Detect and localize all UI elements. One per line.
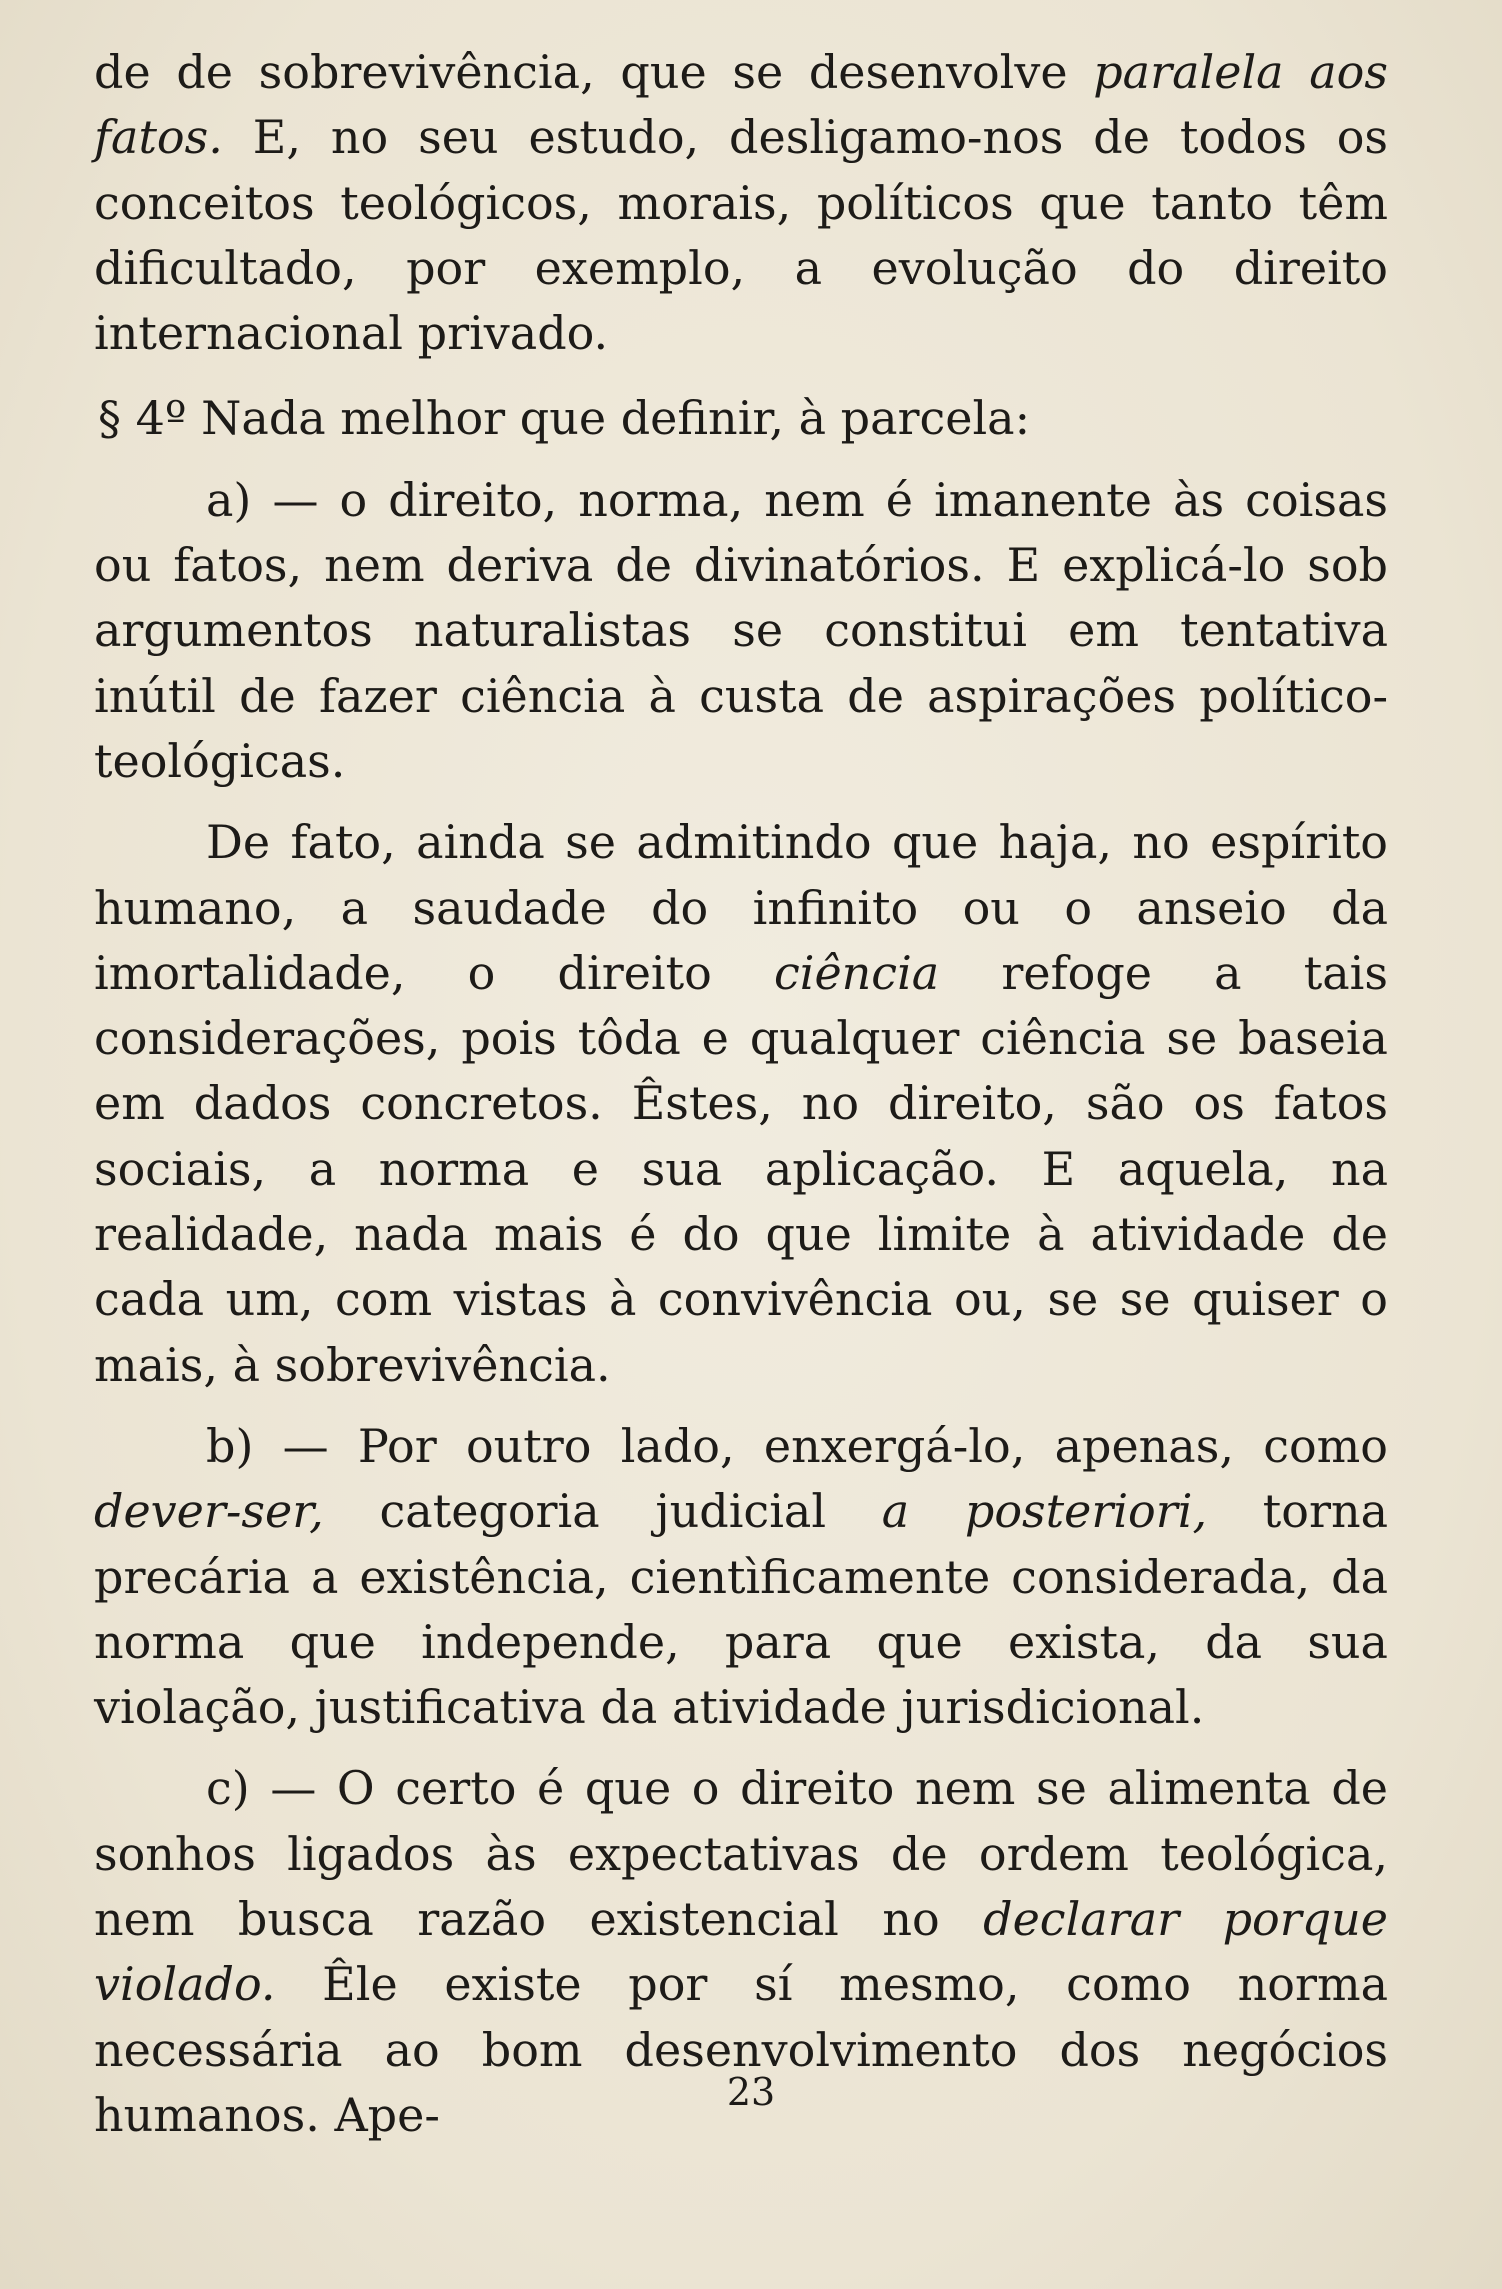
paragraph-de-fato-text-b: refoge a tais considerações, pois tôda e qualquer ciência se baseia em dados concretos. Êstes, no direito, são os fatos sociais, a norma e sua aplicação. E aquela, na realidade, nada mais é do que limite à atividade de cada um, com vistas à convivência ou, se se quiser o mais, à sobrevivência.	[94, 945, 1388, 1392]
item-c-text-b: Êle existe por sí mesmo, como norma necessária ao bom desenvolvimento dos negócios humanos. Ape-	[94, 1957, 1388, 2142]
paragraph-1-emphasis: paralela aos fatos.	[94, 45, 1388, 165]
item-b-emphasis-b: a posteriori,	[881, 1484, 1208, 1539]
section-heading-4: § 4º Nada melhor que definir, à parcela:	[98, 391, 1031, 446]
item-c-text-a: c) — O certo é que o direito nem se alimenta de sonhos ligados às expectativas de ordem teológica, nem busca razão existencial no	[94, 1761, 1388, 1947]
item-c-emphasis: declarar porque violado.	[94, 1892, 1388, 2012]
paragraph-1-text-b: E, no seu estudo, desligamo-nos de todos os conceitos teológicos, morais, políticos que tanto têm dificultado, por exemplo, a evolução do direito internacional privado.	[94, 110, 1388, 361]
item-a: a) — o direito, norma, nem é imanente às coisas ou fatos, nem deriva de divinatórios. E explicá-lo sob argumentos naturalistas se constitui em tentativa inútil de fazer ciência à custa de aspirações político-teológicas.	[94, 472, 1388, 788]
page-number: 23	[726, 2070, 776, 2114]
item-b-text-c: torna precária a existência, cientìficamente considerada, da norma que independe, para que exista, da sua violação, justificativa da atividade jurisdicional.	[94, 1484, 1389, 1735]
paragraph-1-text-a: de de sobrevivência, que se desenvolve	[94, 45, 1094, 99]
item-b-emphasis-a: dever-ser,	[94, 1484, 324, 1539]
paragraph-de-fato-text-a: De fato, ainda se admitindo que haja, no espírito humano, a saudade do infinito ou o anseio da imortalidade, o direito	[94, 815, 1388, 1000]
paragraph-de-fato	[94, 810, 1388, 1398]
paragraph-de-fato-emphasis: ciência	[773, 945, 940, 1000]
paragraph-1	[94, 40, 1388, 366]
item-b-text-b: categoria judicial	[323, 1484, 882, 1539]
body-text	[94, 40, 1388, 2148]
item-b-text-a: b) — Por outro lado, enxergá-lo, apenas, como	[206, 1418, 1388, 1473]
item-b	[94, 1414, 1388, 1740]
